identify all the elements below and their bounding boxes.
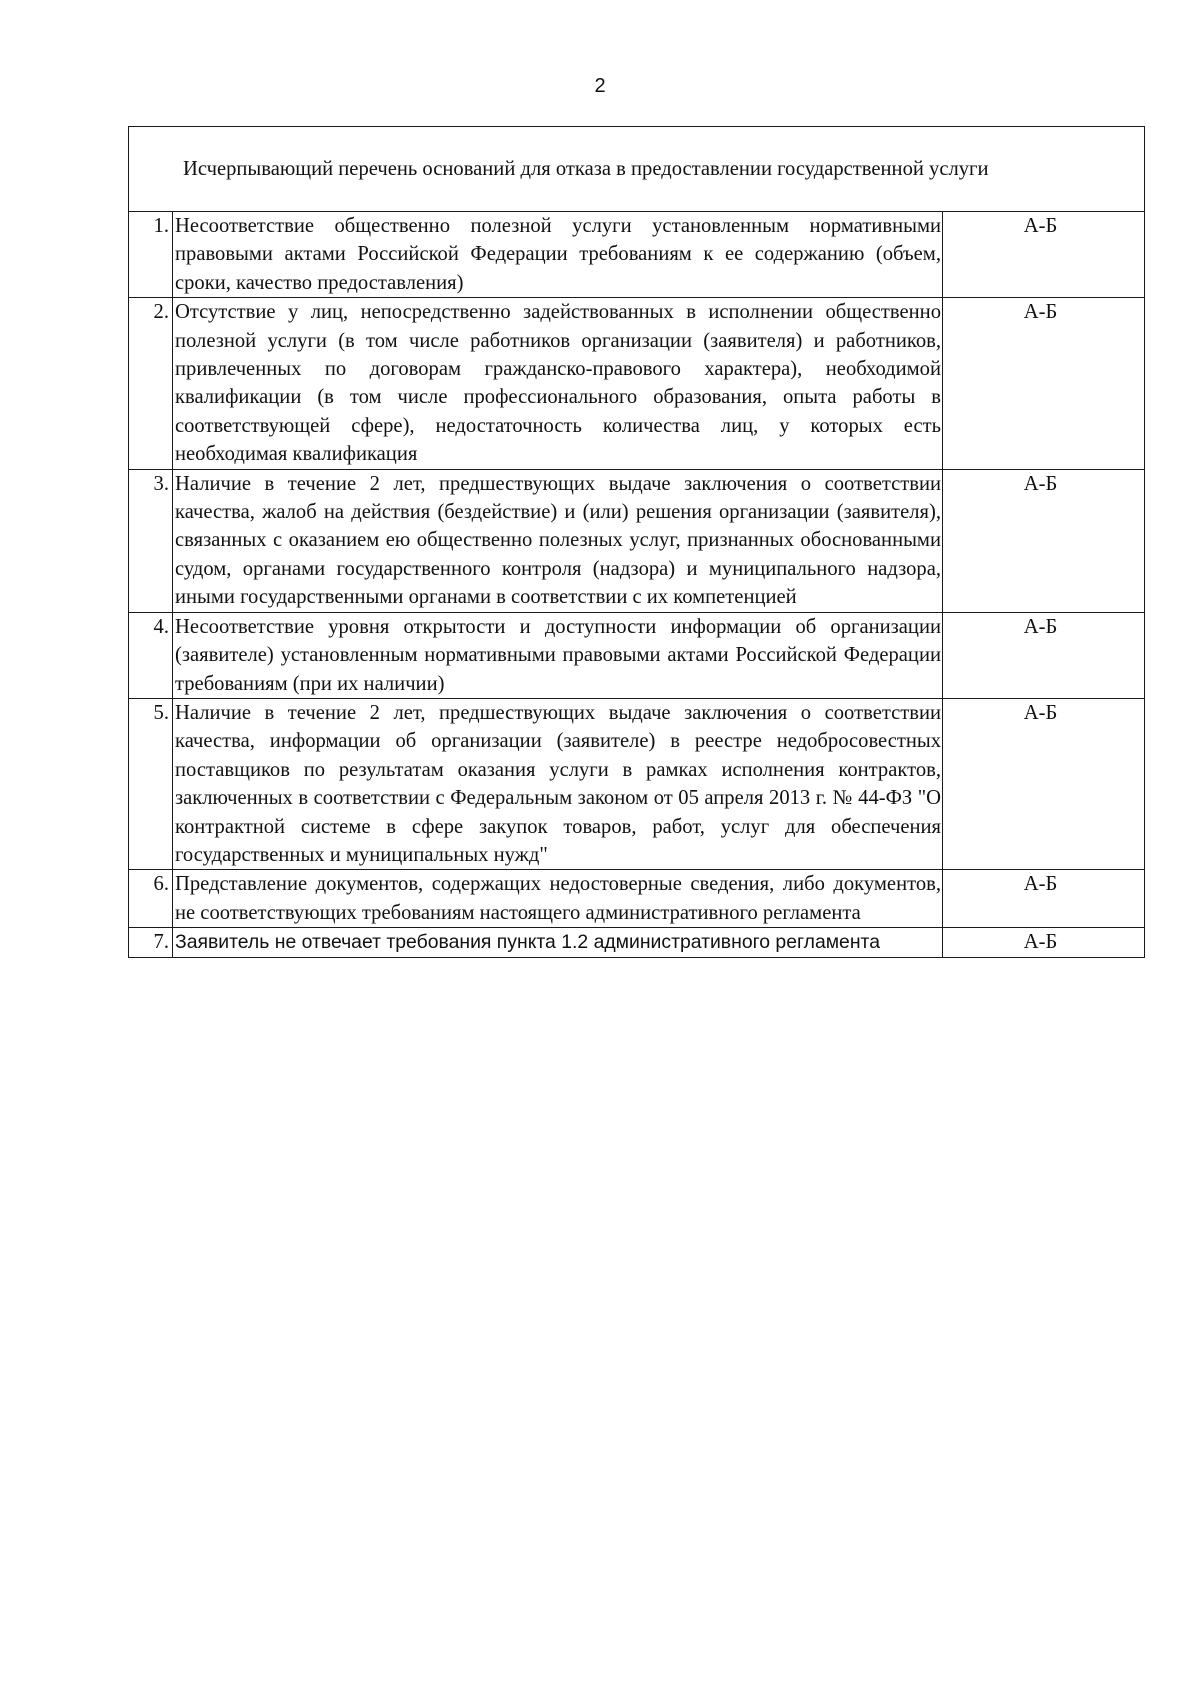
row-number: 4. (129, 612, 173, 698)
table-row (129, 212, 1145, 298)
table-row (129, 298, 1145, 469)
table-header-row (129, 127, 1145, 212)
row-text: Несоответствие уровня открытости и доступности информации об организации (заявителе) установленным нормативными правовыми актами Российской Федерации требованиям (при их наличии) (173, 612, 943, 698)
row-number: 2. (129, 298, 173, 469)
row-text: Отсутствие у лиц, непосредственно задействованных в исполнении общественно полезной услуги (в том числе работников организации (заявителя) и работников, привлеченных по договорам гражданско-правового характера), необходимой квалификации (в том числе профессионального образования, опыта работы в соответствующей сфере), недостаточность количества лиц, у которых есть необходимая квалификация (173, 298, 943, 469)
page-number: 2 (594, 75, 606, 97)
table-row (129, 698, 1145, 869)
row-number: 6. (129, 870, 173, 928)
table-row (129, 870, 1145, 928)
row-text: Несоответствие общественно полезной услуги установленным нормативными правовыми актами Российской Федерации требованиям к ее содержанию (объем, сроки, качество предоставления) (173, 212, 943, 298)
row-number: 5. (129, 698, 173, 869)
row-code: А-Б (943, 928, 1145, 957)
table-row (129, 612, 1145, 698)
row-text: Представление документов, содержащих недостоверные сведения, либо документов, не соответствующих требованиям настоящего административного регламента (173, 870, 943, 928)
row-code: А-Б (943, 469, 1145, 612)
table-row (129, 928, 1145, 957)
refusal-grounds-table (128, 126, 1145, 958)
row-code: А-Б (943, 612, 1145, 698)
row-text: Заявитель не отвечает требования пункта 1.2 административного регламента (173, 928, 943, 957)
row-code: А-Б (943, 870, 1145, 928)
row-number: 7. (129, 928, 173, 957)
row-number: 3. (129, 469, 173, 612)
table-row (129, 469, 1145, 612)
row-code: А-Б (943, 298, 1145, 469)
table-header: Исчерпывающий перечень оснований для отказа в предоставлении государственной услуги (129, 127, 1145, 212)
row-code: А-Б (943, 698, 1145, 869)
row-code: А-Б (943, 212, 1145, 298)
row-number: 1. (129, 212, 173, 298)
row-text: Наличие в течение 2 лет, предшествующих выдаче заключения о соответствии качества, жалоб на действия (бездействие) и (или) решения организации (заявителя), связанных с оказанием ею общественно полезных услуг, признанных обоснованными судом, органами государственного контроля (надзора) и муниципального надзора, иными государственными органами в соответствии с их компетенцией (173, 469, 943, 612)
row-text: Наличие в течение 2 лет, предшествующих выдаче заключения о соответствии качества, информации об организации (заявителе) в реестре недобросовестных поставщиков по результатам оказания услуги в рамках исполнения контрактов, заключенных в соответствии с Федеральным законом от 05 апреля 2013 г. № 44-ФЗ "О контрактной системе в сфере закупок товаров, работ, услуг для обеспечения государственных и муниципальных нужд" (173, 698, 943, 869)
